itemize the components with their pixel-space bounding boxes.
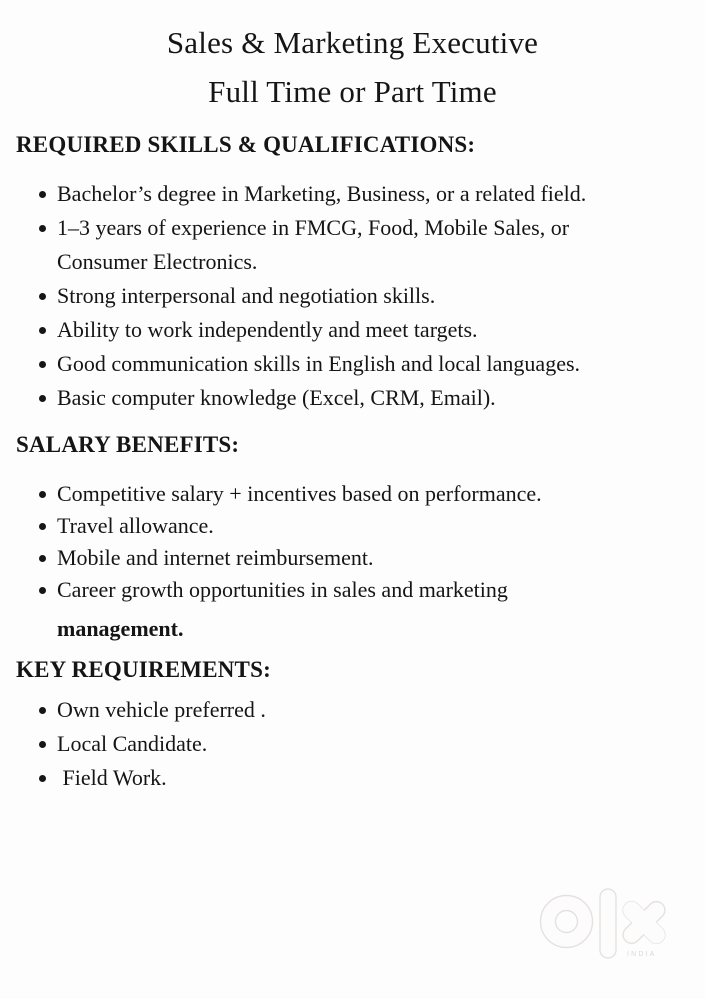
list-item [0, 347, 705, 381]
section-heading-required-skills: REQUIRED SKILLS & QUALIFICATIONS: [16, 132, 476, 157]
bullet-text-continuation-bold: management. [57, 616, 184, 641]
job-type-subtitle: Full Time or Part Time [208, 74, 497, 109]
bullet-icon [39, 491, 46, 498]
bullet-text: Basic computer knowledge (Excel, CRM, Email). [57, 385, 496, 410]
list-item [0, 574, 705, 645]
bullet-text: Local Candidate. [57, 731, 208, 756]
olx-watermark-logo [538, 886, 678, 964]
list-item [0, 478, 705, 510]
bullet-text: Strong interpersonal and negotiation skills. [57, 283, 436, 308]
bullet-text: Field Work. [57, 765, 167, 790]
bullet-text: Ability to work independently and meet targets. [57, 317, 478, 342]
section-key-requirements [0, 653, 705, 795]
bullet-text: Career growth opportunities in sales and marketing [57, 577, 508, 602]
bullet-icon [39, 361, 46, 368]
bullet-icon [39, 555, 46, 562]
list-item [0, 381, 705, 415]
bullet-text: Bachelor’s degree in Marketing, Business, or a related field. [57, 181, 587, 206]
section-heading-salary-benefits: SALARY BENEFITS: [16, 432, 240, 457]
bullet-icon [39, 191, 46, 198]
bullet-icon [39, 395, 46, 402]
olx-india-label: INDIA [627, 951, 657, 958]
bullet-icon [39, 587, 46, 594]
list-item [0, 177, 705, 211]
section-salary-benefits [0, 428, 705, 645]
list-item [0, 727, 705, 761]
olx-l-icon [600, 889, 616, 958]
bullet-text: Good communication skills in English and local languages. [57, 351, 581, 376]
list-item [0, 313, 705, 347]
job-title: Sales & Marketing Executive [166, 25, 539, 60]
bullet-text: Travel allowance. [57, 513, 214, 538]
page-title [0, 18, 705, 116]
bullet-text: 1–3 years of experience in FMCG, Food, Mobile Sales, or [57, 215, 570, 240]
olx-x-icon [620, 898, 669, 947]
list-item [0, 761, 705, 795]
bullet-text: Competitive salary + incentives based on performance. [57, 481, 542, 506]
list-item [0, 211, 705, 279]
list-item [0, 693, 705, 727]
key-requirements-list [0, 693, 705, 795]
salary-benefits-list [0, 478, 705, 645]
bullet-icon [39, 293, 46, 300]
bullet-text: Mobile and internet reimbursement. [57, 545, 374, 570]
section-required-skills [0, 128, 705, 415]
list-item [0, 279, 705, 313]
list-item [0, 542, 705, 574]
list-item [0, 510, 705, 542]
bullet-icon [39, 775, 46, 782]
olx-o-hole-icon [556, 911, 578, 933]
bullet-icon [39, 741, 46, 748]
bullet-icon [39, 327, 46, 334]
bullet-text-continuation: Consumer Electronics. [57, 249, 258, 274]
bullet-icon [39, 523, 46, 530]
bullet-icon [39, 225, 46, 232]
required-skills-list [0, 177, 705, 415]
bullet-icon [39, 707, 46, 714]
bullet-text: Own vehicle preferred . [57, 697, 266, 722]
section-heading-key-requirements: KEY REQUIREMENTS: [16, 657, 271, 682]
